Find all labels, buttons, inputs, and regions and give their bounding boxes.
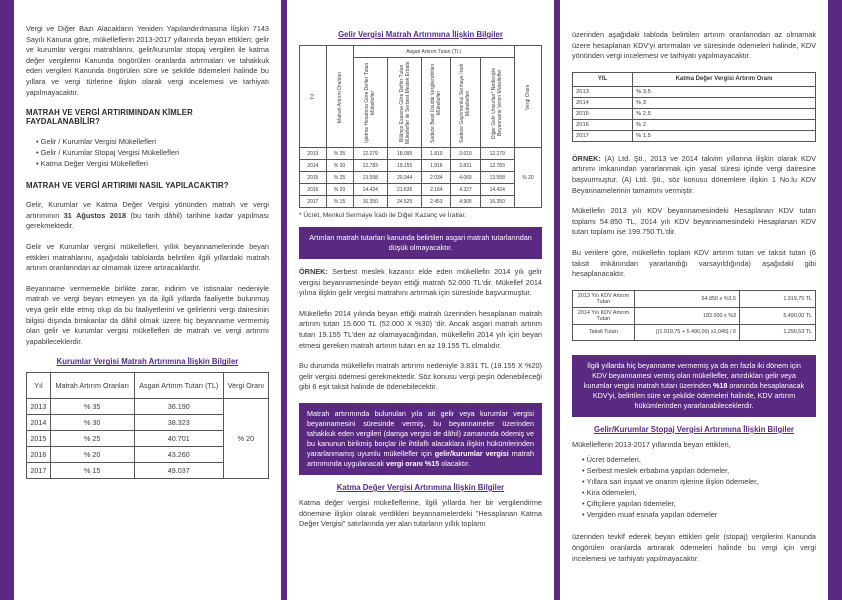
table-row: 2013 Yılı KDV Artırım Tutarı 54.850 x %3,5 1.919,75 TL	[573, 290, 816, 307]
panel-right	[560, 0, 828, 600]
list-item: • Serbest meslek erbabına yapılan ödemeler,	[582, 465, 816, 476]
table-header: Katma Değer Vergisi Artırım Oranı	[633, 72, 816, 86]
table-header: Matrah Artırım Oranları	[336, 70, 343, 123]
table-header: İşletme Hesabına Göre Defter Tutan Mükellefler	[364, 62, 377, 143]
paragraph: üzerinden aşağıdaki tabloda belirtilen artırım oranlarından az olmamak üzere hesaplanan KDV'yi artırmaları ve süresinde ödemeleri halinde, KDV yönünden vergi incelemesi ve tarhiyatı yapılmayacaktır.	[572, 30, 816, 61]
highlight-box-minimum: Artırılan matrah tutarları kanunda belirtilen asgari matrah tutarlarından düşük olmayacaktır.	[299, 227, 542, 259]
table-row: 2014 % 30 12.783 19.155 1.916 3.831 12.783	[300, 160, 542, 172]
paragraph: Mükellefin 2013 yılı KDV beyannamesindeki Hesaplanan KDV tutarı toplamı 54.850 TL, 2014 yılı KDV beyannamesindeki Hesaplanan KDV tutarı toplamı ise 199.750 TL'dir.	[572, 206, 816, 237]
table-row: 2015 % 25 13.558 20.344 2.034 4.069 13.558	[300, 172, 542, 184]
list-item: • Katma Değer Vergisi Mükellefleri	[36, 158, 269, 169]
example-paragraph: ÖRNEK: (A) Ltd. Şti., 2013 ve 2014 takvim yıllarına ilişkin olarak KDV artırımı imkanından yararlanmak için yasal süresi içinde vergi dairesine başvurmuştur. (A) Ltd. Şti., söz konusu dönemlere ilişkin 1 No.lu KDV Beyannamelerinin tamamını vermiştir.	[572, 153, 816, 195]
table-row: Taksit Tutarı [(1.919,75 + 5.490,00) x1,045] / 6 1.290,53 TL	[573, 324, 816, 340]
table-header: Yıl	[27, 373, 51, 399]
table-header: Diğer Gelir Unsurları* Nedeniyle Beyanname Veren Mükellefler	[491, 66, 504, 139]
table-row: 2014 Yılı KDV Artırım Tutarı 183.000 x %3 5.490,00 TL	[573, 307, 816, 324]
table-header: YIL	[573, 72, 633, 86]
footnote: * Ücret, Menkul Sermaye İradı ile Diğer Kazanç ve İratlar.	[299, 212, 467, 219]
heading-who: MATRAH VE VERGİ ARTIRIMINDAN KİMLER FAYDALANABİLİR?	[26, 108, 193, 127]
list-item: • Vergiden muaf esnafa yapılan ödemeler	[582, 509, 816, 520]
table-header: Sadece Basit Usulde Vergilendirilen Mükellefler	[430, 62, 443, 143]
table-header: Vergi Oranı	[223, 373, 268, 399]
kurumlar-table	[26, 372, 269, 479]
example-label: ÖRNEK:	[572, 153, 601, 163]
example-label: ÖRNEK:	[299, 267, 328, 276]
table-header: Sadece Gayrimenkul Sermaye İradı Mükellefleri	[459, 62, 472, 143]
table-row: 2014 % 30 38.323	[27, 415, 269, 431]
table-row: 2013 % 35 12.279 18.095 1.810 3.619 12.279 % 20	[300, 148, 542, 160]
gelir-table	[299, 45, 542, 208]
table-row: 2015 % 25 40.701	[27, 431, 269, 447]
heading-how: MATRAH VE VERGİ ARTIRIMI NASIL YAPILACAKTIR?	[26, 181, 229, 191]
table-row: 2016 % 20 43.260	[27, 447, 269, 463]
kdv-table	[572, 72, 816, 142]
highlight-box-compliant: Matrah artırımında bulunulan yıla ait gelir veya kurumlar vergisi beyannamesini süresinde vermiş, bu beyannameler üzerinden tahakkuk eden vergileri (damga vergisi de dâhil) zamanında ödemiş ve bu kanunun birikmiş borçlar ile ihtilaflı alacaklara ilişkin hükümlerinden yararlanmamış uyumlu mükellefler için gelir/kurumlar vergisi matrah artırımında uygulanacak vergi oranı %15 olacaktır.	[299, 403, 542, 475]
panel-middle	[287, 0, 554, 600]
table-row: 2017 % 15 16.350 24.525 2.453 4.905 16.350	[300, 196, 542, 208]
stopaj-title: Gelir/Kurumlar Stopaj Vergisi Artırımına İlişkin Bilgiler	[594, 424, 794, 434]
example-paragraph: ÖRNEK: Serbest meslek kazancı elde eden mükellefin 2014 yılı gelir vergisi beyannamesinde beyan ettiği matrah 52.000 TL'dir. Mükellef 2014 yılına ilişkin gelir vergisi matrahını artırmak için süresinde başvurmuştur.	[299, 267, 542, 298]
paragraph: Mükellefin 2014 yılında beyan ettiği matrah üzerinden hesaplanan matrah artırım tutarı 15.600 TL (52.000 X %30) 'dir. Ancak asgari matrah artırım tutarı 19.155 TL'den az olamayacağından, mükellefin 2014 yılı için beyan etmesi gereken matrah artırım tutarı en az 19.155 TL olmalıdır.	[299, 308, 542, 350]
table-row: 2016 % 20 14.424 21.636 2.164 4.327 14.424	[300, 184, 542, 196]
paragraph: Beyanname vermemekle birlikte zarar, indirim ve istisnalar nedeniyle matrah ve vergi beyan etmeyen ya da ilgili yıllarda faaliyette bulunmuş veya gelir elde etmiş olup da bu faaliyetlerini ve gelirlerini vergi dairesinin bilgisi dışında bırakanlar da dâhil olmak üzere hiç beyanname vermemiş olan gelir ve kurumlar vergisi mükellefleri de matrah ve vergi artırımı yapabileceklerdir.	[26, 283, 269, 346]
table-header: Matrah Artırım Oranları	[50, 373, 134, 399]
deadline-date: 31 Ağustos 2018	[63, 210, 127, 220]
vergi-orani-cell: % 20	[223, 399, 268, 479]
table-header: Asgari Artırım Tutarı (TL)	[134, 373, 223, 399]
kdv-calc-table	[572, 290, 816, 341]
table-row: 2015 % 2,5	[573, 108, 816, 119]
paragraph: üzerinden tevkif ederek beyan ettikleri gelir (stopaj) vergilerini Kanunda öngörülen oranlarda artırarak ödemeleri halinde bu vergi için vergi incelemesi ve tarhiyatı yapılmayacaktır.	[572, 532, 816, 563]
highlight-box-kdv: İlgili yıllarda hiç beyanname vermemiş ya da en fazla iki dönem için KDV beyannamesi vermiş olan mükellefler, artırdıkları gelir veya kurumlar vergisi matrah tutarı üzerinden %18 oranında hesaplanacak KDV'yi, belirtilen süre ve şekilde ödemeleri halinde, KDV artırım hükümlerinden yararlanabileceklerdir.	[572, 355, 816, 417]
kdv-title: Katma Değer Vergisi Artırımına İlişkin Bilgiler	[336, 482, 505, 492]
table-row: 2014 % 3	[573, 97, 816, 108]
gelir-table-title: Gelir Vergisi Matrah Artırımına İlişkin Bilgiler	[338, 30, 503, 39]
paragraph: Mükelleflerin 2013-2017 yıllarında beyan ettikleri,	[572, 439, 731, 449]
paragraph: Gelir ve Kurumlar vergisi mükellefleri, yıllık beyannamelerinde beyan ettikleri matrahlarını, aşağıdaki tablolarda belirtilen ilgili yıllardaki matrah artırım oranlarından az olmamak üzere artıracaklardır.	[26, 241, 269, 273]
table-row: 2017 % 1,5	[573, 130, 816, 141]
intro-paragraph: Vergi ve Diğer Bazı Alacakların Yeniden Yapılandırılmasına İlişkin 7143 Sayılı Kanuna göre, mükelleflerin 2013-2017 yıllarında beyan ettikleri; gelir ve kurumlar vergisi matrahlarını, gelir/kurumlar stopaj vergileri ile katma değer vergilerini Kanunda öngörülen oranlarda artırmaları ve tahakkuk eden vergileri Kanunda öngörülen süre ve şekilde ödemeleri halinde bu yıllara ve vergi türlerine ilişkin olarak vergi incelemesi ve tarhiyatı yapılmayacaktır.	[26, 24, 269, 97]
paragraph: Bu verilere göre, mükellefin toplam KDV artırım tutarı ve taksit tutarı (6 taksit imkânından yararlandığı varsayıldığında) aşağıdaki gibi hesaplanacaktır.	[572, 247, 816, 279]
list-item: • Gelir / Kurumlar Vergisi Mükellefleri	[36, 136, 269, 147]
deadline-paragraph: Gelir, Kurumlar ve Katma Değer Vergisi yönünden matrah ve vergi artırımının 31 Ağustos 2018 (bu tarih dâhil) tarihine kadar yapılması gerekmektedir.	[26, 200, 269, 231]
list-item: • Kira ödemeleri,	[582, 487, 816, 498]
table-header: Yıl	[309, 93, 316, 100]
list-item: • Çiftçilere yapılan ödemeler,	[582, 498, 816, 509]
panel-left	[14, 0, 281, 600]
table-row: 2017 % 15 49.037	[27, 463, 269, 479]
list-item: • Yıllara sari inşaat ve onarım işlerine ilişkin ödemeler,	[582, 476, 816, 487]
beneficiary-list	[36, 136, 269, 169]
table-header: Bilânço Esasına Göre Defter Tutan Mükellefler ile Serbest Meslek Erbabı	[398, 61, 411, 144]
table-header: Asgari Artırım Tutarı (TL)	[353, 46, 514, 58]
kurumlar-table-title: Kurumlar Vergisi Matrah Artırımına İlişkin Bilgiler	[56, 357, 239, 367]
table-row: 2016 % 2	[573, 119, 816, 130]
table-header: Vergi Oranı	[524, 83, 531, 110]
paragraph: Bu durumda mükellefin matrah artırımı nedeniyle 3.831 TL (19.155 X %20) gelir vergisi ödemesi gerekmektedir. Söz konusu vergi peşin ödenebileceği gibi 6 eşit taksit halinde de ödenebilecektir.	[299, 361, 542, 392]
table-row: 2013 % 35 36.190 % 20	[27, 399, 269, 415]
paragraph: Katma değer vergisi mükelleflerine, ilgili yıllarda her bir vergilendirme dönemine ilişkin olarak verdikleri beyannamelerdeki "Hesaplanan Katma Değer Vergisi" satırlarında yer alan tutarların yıllık toplamı	[299, 497, 542, 529]
list-item: • Gelir / Kurumlar Stopaj Vergisi Mükellefleri	[36, 147, 269, 158]
vergi-orani-cell: % 20	[514, 148, 541, 208]
list-item: • Ücret ödemeleri,	[582, 454, 816, 465]
stopaj-list	[582, 454, 816, 520]
table-row: 2013 % 3,5	[573, 86, 816, 97]
